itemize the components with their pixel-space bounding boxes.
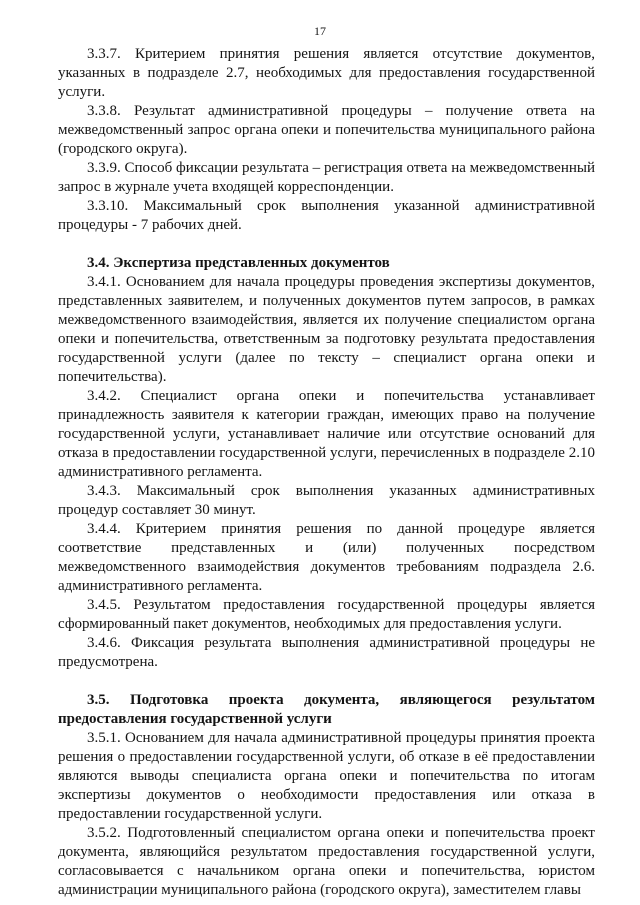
- paragraph-3-3-10: 3.3.10. Максимальный срок выполнения указанной административной процедуры - 7 рабочих дней.: [58, 198, 595, 233]
- paragraph-3-5-2: 3.5.2. Подготовленный специалистом органа опеки и попечительства проект документа, являющийся результатом предоставления государственной услуги, согласовывается с начальником органа опеки и попечительства, юристом администрации муниципального района (городского округа), заместителем главы: [58, 825, 595, 898]
- paragraph-3-3-8: 3.3.8. Результат административной процедуры – получение ответа на межведомственный запрос органа опеки и попечительства муниципального района (городского округа).: [58, 103, 595, 157]
- paragraph-3-4-3: 3.4.3. Максимальный срок выполнения указанных административных процедур составляет 30 минут.: [58, 483, 595, 518]
- page-number: 17: [314, 24, 326, 38]
- paragraph-3-5-1: 3.5.1. Основанием для начала административной процедуры принятия проекта решения о предоставлении государственной услуги, об отказе в её предоставлении являются выводы специалиста органа опеки и попечительства по итогам экспертизы документов о необходимости предоставления или отказа в предоставлении государственной услуги.: [58, 730, 595, 822]
- paragraph-3-3-7: 3.3.7. Критерием принятия решения является отсутствие документов, указанных в подразделе 2.7, необходимых для предоставления государственной услуги.: [58, 46, 595, 100]
- section-heading-3-4: 3.4. Экспертиза представленных документов: [87, 255, 390, 271]
- document-body: [58, 45, 595, 900]
- section-spacer: [58, 672, 595, 691]
- paragraph-3-4-4: 3.4.4. Критерием принятия решения по данной процедуре является соответствие представленных и (или) полученных посредством межведомственного взаимодействия документов требованиям подраздела 2.6. административного регламента.: [58, 521, 595, 594]
- paragraph-3-3-9: 3.3.9. Способ фиксации результата – регистрация ответа на межведомственный запрос в журнале учета входящей корреспонденции.: [58, 160, 595, 195]
- paragraph-3-4-1: 3.4.1. Основанием для начала процедуры проведения экспертизы документов, представленных заявителем, и полученных документов путем запросов, в рамках межведомственного взаимодействия, является их получение специалистом органа опеки и попечительства, ответственным за подготовку результата предоставления государственной услуги (далее по тексту – специалист органа опеки и попечительства).: [58, 274, 595, 385]
- paragraph-3-4-2: 3.4.2. Специалист органа опеки и попечительства устанавливает принадлежность заявителя к категории граждан, имеющих право на получение государственной услуги, устанавливает наличие или отсутствие оснований для отказа в предоставлении государственной услуги, перечисленных в подразделе 2.10 административного регламента.: [58, 388, 595, 480]
- paragraph-3-4-5: 3.4.5. Результатом предоставления государственной процедуры является сформированный пакет документов, необходимых для предоставления услуги.: [58, 597, 595, 632]
- section-heading-3-5: 3.5. Подготовка проекта документа, являющегося результатом предоставления государственной услуги: [58, 692, 595, 727]
- paragraph-3-4-6: 3.4.6. Фиксация результата выполнения административной процедуры не предусмотрена.: [58, 635, 595, 670]
- section-spacer: [58, 235, 595, 254]
